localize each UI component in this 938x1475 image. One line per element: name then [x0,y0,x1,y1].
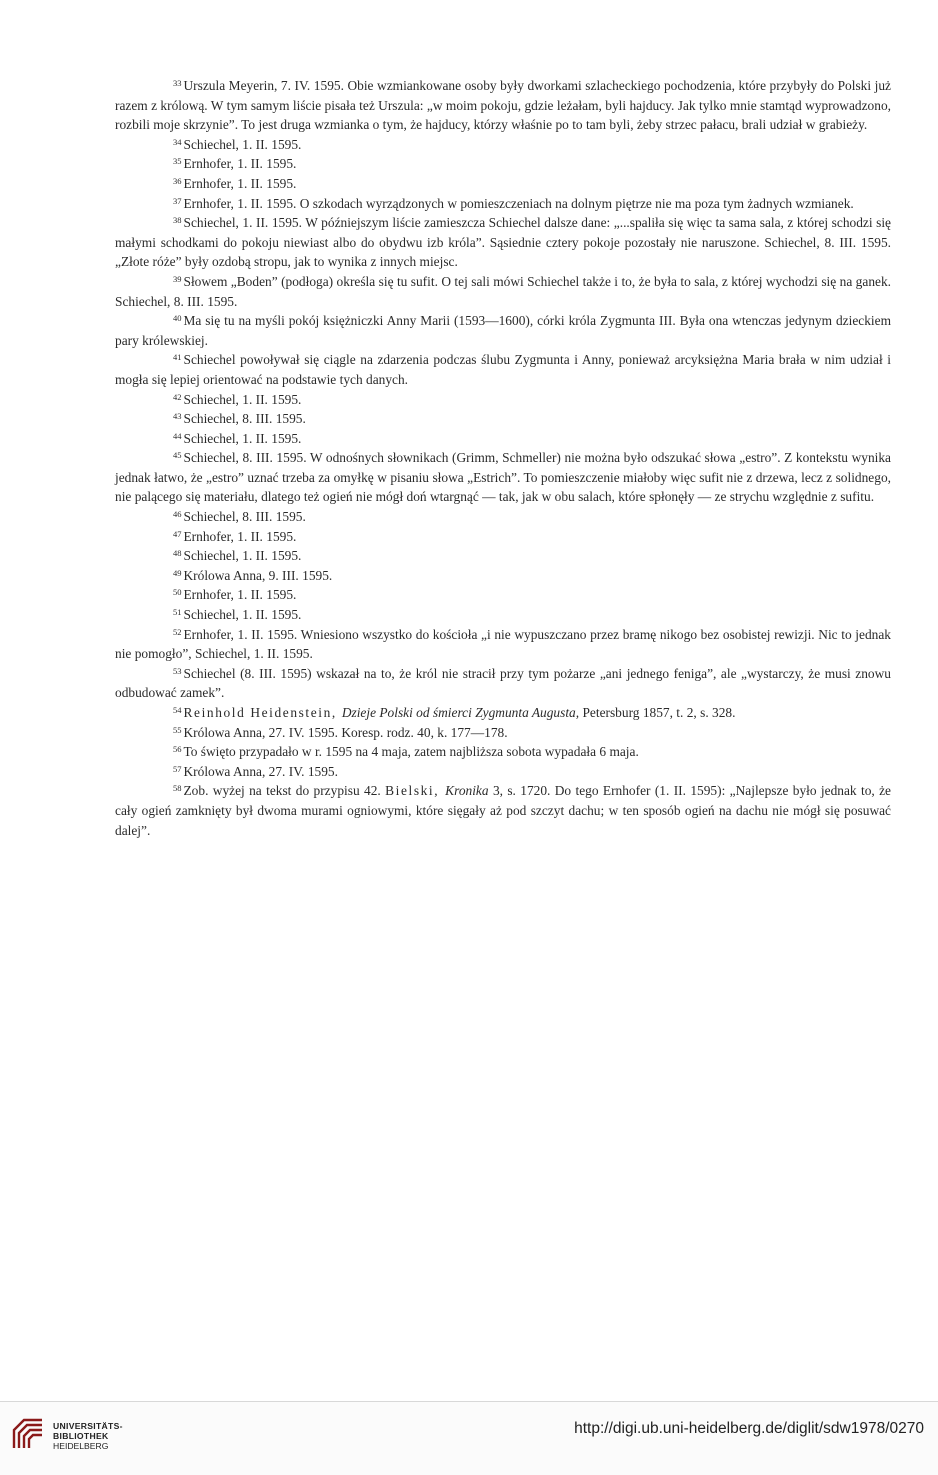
footnote-number: 49 [173,567,182,578]
footnote-text: Schiechel, 1. II. 1595. [183,607,302,623]
footnote-text: Urszula Meyerin, 7. IV. 1595. Obie wzmiankowane osoby były dworkami szlacheckiego pochodzenia, które przybyły do Polski już razem z królową. W tym samym liście pisała też Urszula: „w moim pokoju, gdzie leżałam, byli hajducy. Jak tylko mnie stamtąd wyprowadzono, rozbili moje skrzynie”. To jest druga wzmianka o tym, że hajducy, którzy właśnie po to tam byli, żeby strzec pałacu, brali udział w grabieży. [115,78,891,133]
footnote-54 [115,703,891,723]
footnote-46 [115,507,891,527]
footnote-text: Ernhofer, 1. II. 1595. [183,156,297,172]
footnote-text: Ernhofer, 1. II. 1595. [183,528,297,544]
footnote-42 [115,390,891,410]
footnote-45 [115,448,891,507]
footnote-number: 43 [173,411,182,422]
footnote-56 [115,742,891,762]
footnote-text: Królowa Anna, 27. IV. 1595. Koresp. rodz. 40, k. 177—178. [183,724,508,740]
footnote-43 [115,409,891,429]
permalink-url[interactable]: http://digi.ub.uni-heidelberg.de/diglit/sdw1978/0270 [574,1420,924,1437]
footnote-text-part: Zob. wyżej na tekst do przypisu 42. [183,783,386,799]
footnote-number: 57 [173,763,182,774]
footnote-51 [115,605,891,625]
footnote-number: 47 [173,528,182,539]
footnote-number: 40 [173,313,182,324]
footnote-50 [115,585,891,605]
footnote-38 [115,213,891,272]
footnote-number: 48 [173,548,182,559]
footnote-35 [115,154,891,174]
footnote-number: 56 [173,744,182,755]
footnote-text: Schiechel powoływał się ciągle na zdarzenia podczas ślubu Zygmunta i Anny, ponieważ arcyksiężna Maria brała w nim udział i mogła się lepiej orientować na podstawie tych danych. [115,352,891,387]
footnote-58 [115,781,891,840]
footnote-text: Słowem „Boden” (podłoga) określa się tu sufit. O tej sali mówi Schiechel także i to, że była to sala, z której wychodzi się na ganek. Schiechel, 8. III. 1595. [115,273,891,309]
footnote-text-part: Bielski, [385,783,446,799]
footnote-57 [115,762,891,782]
footnote-36 [115,174,891,194]
footnote-44 [115,429,891,449]
footnote-53 [115,664,891,703]
footnote-text-part: Dzieje Polski od śmierci Zygmunta Augusta, [341,705,580,720]
library-logo-icon [10,1416,46,1452]
footnote-number: 53 [173,665,182,676]
footnote-text: Ma się tu na myśli pokój księżniczki Anny Marii (1593—1600), córki króla Zygmunta III. Była ona wtenczas jedynym dzieckiem pary królewskiej. [115,313,891,348]
footnotes-section [115,76,891,840]
footnote-text: Ernhofer, 1. II. 1595. O szkodach wyrządzonych w pomieszczeniach na dolnym piętrze nie ma poza tym żadnych wzmianek. [183,195,854,211]
footnote-34 [115,135,891,155]
footnote-number: 51 [173,607,182,618]
footnote-text-part: Reinhold Heidenstein, [183,705,342,720]
library-name-line3: HEIDELBERG [53,1441,109,1451]
footnote-55 [115,723,891,743]
footnote-text: Ernhofer, 1. II. 1595. Wniesiono wszystko do kościoła „i nie wypuszczano przez bramę nikogo bez osobistej rewizji. Nic to jednak nie pomogło”, Schiechel, 1. II. 1595. [115,626,891,662]
footnote-number: 34 [173,136,182,147]
footnote-text: Schiechel, 1. II. 1595. [183,391,302,407]
footnote-number: 35 [173,156,182,167]
footnote-number: 54 [173,705,182,715]
footnote-text: Schiechel, 8. III. 1595. [183,509,306,525]
footnote-number: 33 [173,78,182,88]
footnote-number: 50 [173,587,182,598]
footnote-number: 37 [173,195,182,206]
footnote-text: Schiechel, 8. III. 1595. W odnośnych słownikach (Grimm, Schmeller) nie można było odszukać słowa „estro”. Z kontekstu wynika jednak łatwo, że „estro” uznać trzeba za omyłkę w pisaniu słowa „Estrich”. To pomieszczenie miałoby więc sufit nie z drzewa, lecz z solidnego, nie palącego się materiału, dlatego też ogień nie mógł doń wtargnąć — tak, jak w obu salach, które spłonęły — ze strychu względnie z sufitu. [115,450,891,505]
footnote-text: Schiechel, 1. II. 1595. [183,136,302,152]
footnote-text: Schiechel (8. III. 1595) wskazał na to, że król nie stracił przy tym pożarze „ani jednego feniga”, ale „wystarczy, że musi znowu odbudować zamek”. [115,665,891,701]
footnote-text: To święto przypadało w r. 1595 na 4 maja, zatem najbliższa sobota wypadała 6 maja. [183,744,639,760]
footnote-text-part: Petersburg 1857, t. 2, s. 328. [579,705,736,720]
footnote-47 [115,527,891,547]
footnote-number: 45 [173,450,182,461]
footnote-number: 38 [173,215,182,226]
footnote-number: 42 [173,391,182,402]
footnote-text: Schiechel, 1. II. 1595. [183,430,302,446]
footnote-text: Schiechel, 1. II. 1595. W późniejszym liście zamieszcza Schiechel dalsze dane: „...spaliła się więc ta sama sala, z której schodzi się małymi schodkami do pokoju niewiast albo do obydwu izb króla”. Sąsiednie cztery pokoje pozostały nie naruszone. Schiechel, 8. III. 1595. „Złote róże” były ozdobą stropu, jak to wynika z innych miejsc. [115,215,891,270]
footnote-49 [115,566,891,586]
footnote-text: Schiechel, 8. III. 1595. [183,411,306,427]
footnote-40 [115,311,891,350]
library-name [53,1421,123,1451]
footnote-number: 58 [173,783,182,794]
footnote-text: Królowa Anna, 27. IV. 1595. [183,763,338,779]
footnote-52 [115,625,891,664]
footnote-number: 36 [173,175,182,186]
footnote-text-part: Kronika [445,783,489,799]
footnote-text-part: 3, s. 1720. Do tego Ernhofer (1. II. 1595): „Najlepsze było jednak to, że cały ogień zamknięty był dwoma murami ogniowymi, które sięgały aż pod szczyt dachu; w ten sposób ogień na dachu nie mógł się posuwać dalej”. [115,783,892,838]
library-footer [0,1401,938,1475]
footnote-33 [115,76,891,135]
footnote-text: Królowa Anna, 9. III. 1595. [183,567,333,583]
footnote-48 [115,546,891,566]
footnote-number: 44 [173,430,182,441]
footnote-37 [115,194,891,214]
footnote-number: 46 [173,509,182,520]
footnote-39 [115,272,891,311]
footnote-number: 52 [173,626,182,637]
footnote-text: Ernhofer, 1. II. 1595. [183,175,297,191]
footnote-number: 41 [173,352,182,363]
library-name-line1: UNIVERSITÄTS- [53,1421,123,1431]
library-name-line2: BIBLIOTHEK [53,1431,109,1441]
footnote-text: Schiechel, 1. II. 1595. [183,548,302,564]
footnote-number: 39 [173,273,182,284]
footnote-41 [115,350,891,389]
footnote-number: 55 [173,724,182,735]
footnote-text: Ernhofer, 1. II. 1595. [183,587,297,603]
